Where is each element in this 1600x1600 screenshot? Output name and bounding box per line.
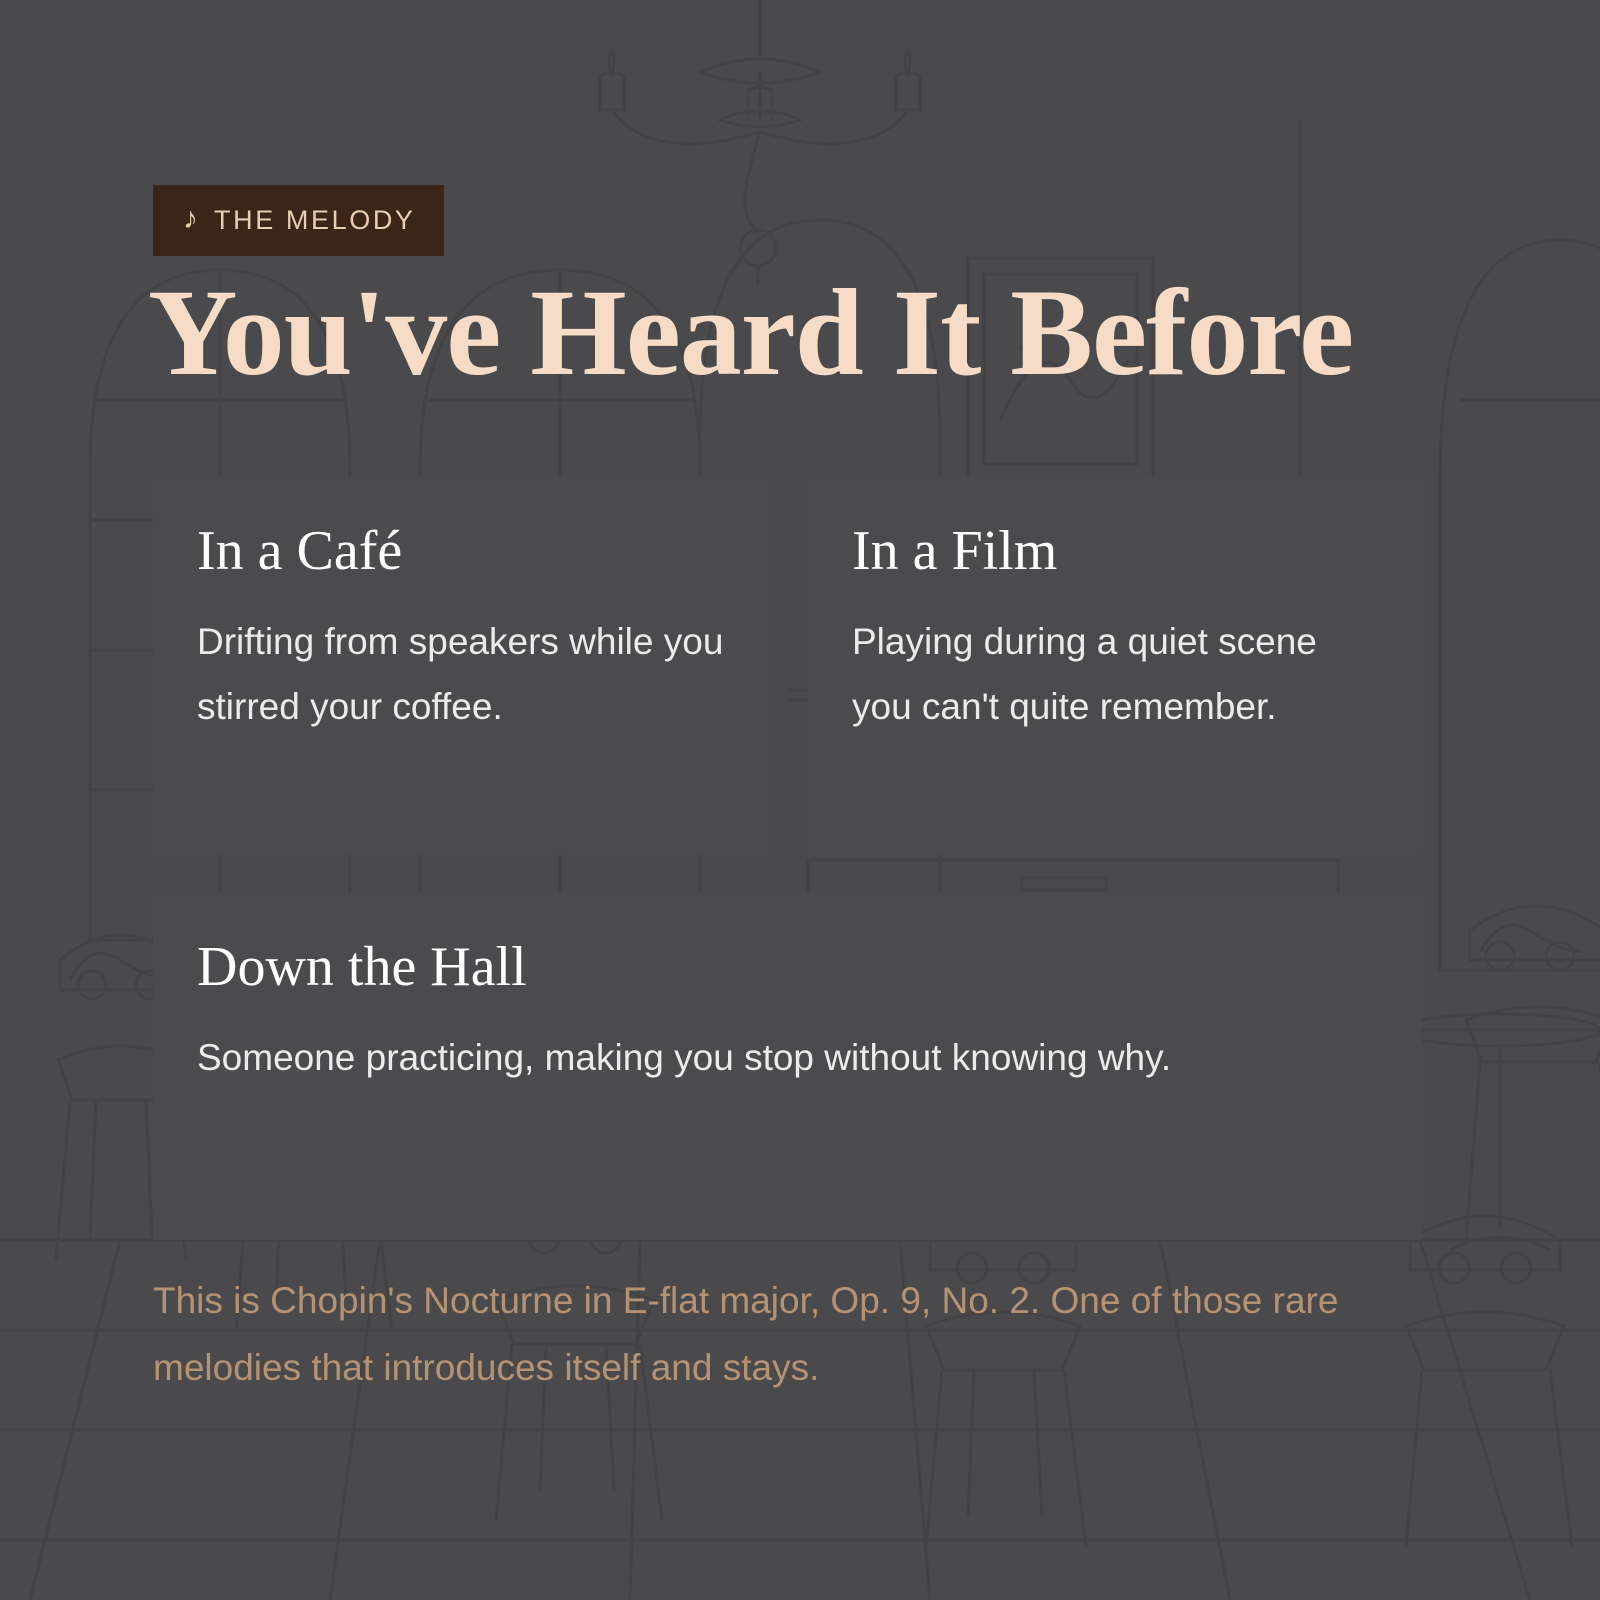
page-title: You've Heard It Before bbox=[148, 264, 1354, 401]
card-in-a-cafe bbox=[153, 477, 771, 855]
section-badge bbox=[153, 185, 444, 256]
card-body: Drifting from speakers while you stirred your coffee. bbox=[197, 620, 724, 728]
section-badge-label: THE MELODY bbox=[214, 205, 416, 235]
card-title: In a Film bbox=[852, 520, 1058, 582]
card-body: Playing during a quiet scene you can't quite remember. bbox=[852, 620, 1317, 728]
music-note-icon: ♪ bbox=[183, 201, 198, 235]
card-body: Someone practicing, making you stop without knowing why. bbox=[197, 1036, 1172, 1078]
card-title: In a Café bbox=[197, 520, 403, 582]
card-down-the-hall bbox=[153, 893, 1422, 1240]
card-title: Down the Hall bbox=[197, 936, 527, 998]
card-in-a-film bbox=[808, 477, 1422, 855]
footnote-text: This is Chopin's Nocturne in E-flat major, Op. 9, No. 2. One of those rare melodies that introduces itself and stays. bbox=[153, 1280, 1339, 1389]
